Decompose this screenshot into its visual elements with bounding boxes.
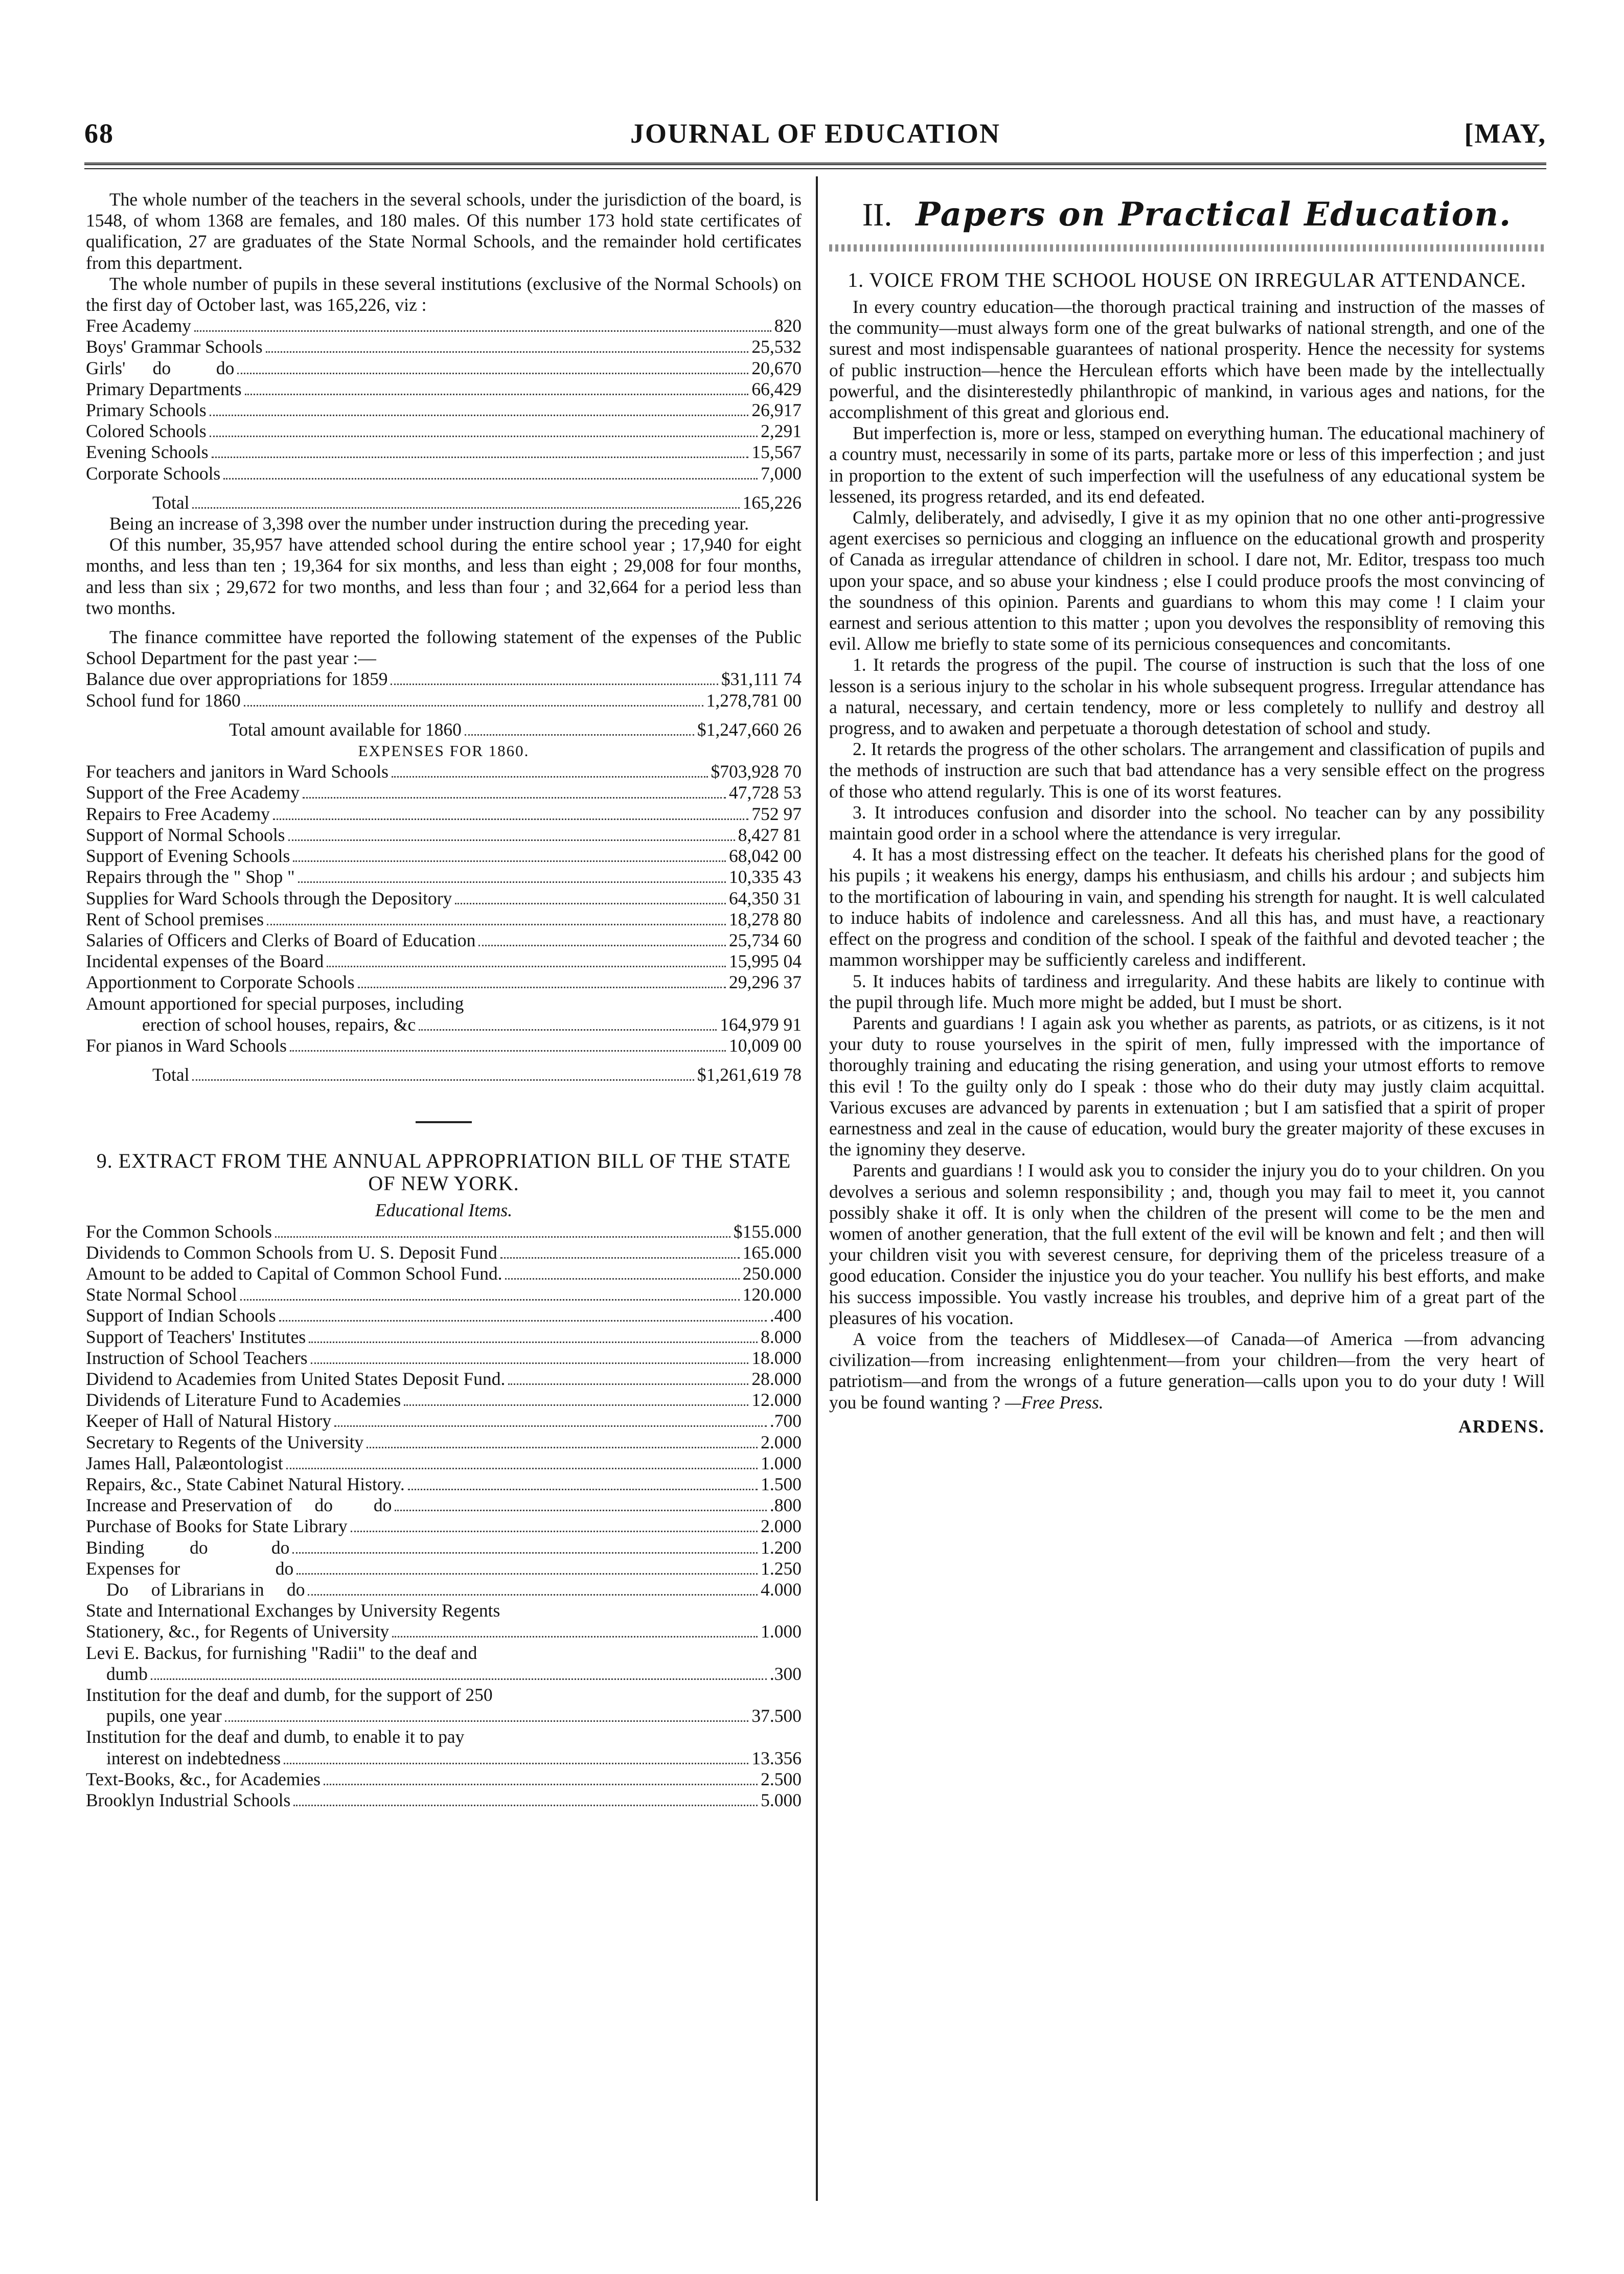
pupils-paragraph: The whole number of pupils in these several institutions (exclusive of the Normal Schools) on the first day of October last, was 165,226, viz : — [86, 273, 802, 315]
part-number: II. — [862, 196, 893, 233]
expense-pianos-value: 10,009 00 — [729, 1035, 802, 1056]
appropriation-item-label: Instruction of School Teachers — [86, 1347, 308, 1368]
expense-special-row — [86, 1014, 802, 1035]
expense-value: 25,734 60 — [729, 929, 802, 950]
page-number: 68 — [84, 118, 114, 149]
appropriation-item-value: .800 — [769, 1495, 802, 1516]
finance-total-label: Total amount available for 1860 — [229, 719, 462, 740]
finance-row — [86, 690, 802, 711]
expense-pianos-label: For pianos in Ward Schools — [86, 1035, 287, 1056]
expense-value: 10,335 43 — [729, 867, 802, 888]
item-librarians-value: 4.000 — [761, 1579, 802, 1600]
article-title: 1. VOICE FROM THE SCHOOL HOUSE ON IRREGULAR ATTENDANCE. — [848, 268, 1526, 291]
expenses-heading: EXPENSES FOR 1860. — [358, 742, 530, 760]
pupils-label: Evening Schools — [86, 442, 209, 463]
appropriation-item-label: Brooklyn Industrial Schools — [86, 1790, 291, 1811]
article-paragraph: Calmly, deliberately, and advisedly, I give it as my opinion that no one other anti-progressive agent exercises so pernicious and clogging an influence on the educational growth and prosperity of Canada as irregular attendance of children in school. I dare not, Mr. Editor, trespass too much upon your space, and so abuse your kindness ; else I could produce proofs the most convincing of the soundness of this opinion. Parents and guardians to whom this may come ! I claim your earnest and serious attention to this matter ; upon you devolves the responsiblity of removing this evil. Allow me briefly to state some of its pernicious consequences and concomitants. — [829, 507, 1545, 654]
appropriation-item-value: 28.000 — [751, 1368, 802, 1389]
appropriation-item-row — [86, 1537, 802, 1558]
expense-row — [86, 972, 802, 993]
left-column — [86, 189, 802, 1811]
appropriation-item-value: 120.000 — [742, 1284, 802, 1305]
appropriation-item-row — [86, 1263, 802, 1284]
pupils-table — [86, 315, 802, 484]
expense-label: Salaries of Officers and Clerks of Board of Education — [86, 929, 476, 950]
article-paragraph: In every country education—the thorough practical training and instruction of the masses of the community—must always form one of the great bulwarks of national strength, and one of the surest and most indispensable guarantees of national prosperity. Hence the necessity for systems of public instruction—hence the Herculean efforts which have been made by the intellectually powerful, and the disinterestedly philanthropic of mankind, in various ages and nations, for the accomplishment of this great and glorious end. — [829, 297, 1545, 423]
item-stationery-value: 1.000 — [761, 1621, 802, 1642]
pupils-value: 7,000 — [761, 463, 802, 484]
appropriation-item-row — [86, 1369, 802, 1390]
pupils-label: Free Academy — [86, 315, 192, 336]
item-stationery-label: Stationery, &c., for Regents of University — [86, 1621, 390, 1642]
expense-value: 64,350 31 — [729, 888, 802, 908]
appropriation-item-row — [86, 1432, 802, 1453]
section-divider — [416, 1121, 472, 1123]
expense-value: 18,278 80 — [729, 908, 802, 929]
appropriation-item-value: 2.500 — [761, 1768, 802, 1789]
expense-row — [86, 825, 802, 846]
item-inst1-value: 37.500 — [751, 1706, 802, 1726]
item-exchanges: State and International Exchanges by University Regents — [86, 1600, 500, 1621]
article-paragraph: 5. It induces habits of tardiness and irregularity. And these habits are likely to continue with the pupil through life. Much more might be added, but I must be short. — [829, 970, 1545, 1012]
appropriation-item-value: 1.000 — [761, 1452, 802, 1473]
expense-row — [86, 804, 802, 825]
finance-total-row — [86, 719, 802, 740]
expenses-total-value: $1,261,619 78 — [697, 1064, 802, 1085]
expense-label: Supplies for Ward Schools through the Depository — [86, 888, 452, 908]
appropriation-item-label: Text-Books, &c., for Academies — [86, 1768, 321, 1789]
appropriation-item-row — [86, 1453, 802, 1474]
appropriation-item-row — [86, 1242, 802, 1263]
finance-value: $31,111 74 — [721, 669, 802, 690]
appropriation-item-row — [86, 1390, 802, 1411]
article-paragraph: 2. It retards the progress of the other scholars. The arrangement and classification of pupils and the methods of instruction are such that bad attendance has a very sensible effect on the progress of those who attend regularly. This is one of its worst features. — [829, 739, 1545, 802]
appropriation-item-row — [86, 1327, 802, 1348]
right-column — [829, 189, 1545, 1437]
expense-label: Apportionment to Corporate Schools — [86, 972, 355, 993]
appropriation-item-row — [86, 1348, 802, 1369]
expense-value: $703,928 70 — [711, 761, 802, 782]
appropriation-item-label: Increase and Preservation of do do — [86, 1495, 392, 1516]
expense-special-line1: Amount apportioned for special purposes, including — [86, 993, 464, 1014]
expense-row — [86, 930, 802, 951]
pupils-value: 66,429 — [751, 378, 802, 399]
expense-value: 47,728 53 — [729, 782, 802, 803]
expense-pianos-row — [86, 1035, 802, 1056]
pupils-value: 26,917 — [751, 400, 802, 421]
expense-label: Incidental expenses of the Board — [86, 951, 324, 972]
pupils-row — [86, 358, 802, 379]
item-inst2-label: interest on indebtedness — [106, 1747, 281, 1768]
appropriation-item-row — [86, 1221, 802, 1242]
expense-row — [86, 761, 802, 782]
finance-row — [86, 669, 802, 690]
expense-row — [86, 867, 802, 888]
appropriation-item-row — [86, 1284, 802, 1305]
pupils-value: 15,567 — [751, 442, 802, 463]
journal-title: JOURNAL OF EDUCATION — [630, 118, 1001, 149]
pupils-row — [86, 336, 802, 357]
expense-value: 15,995 04 — [729, 951, 802, 972]
appropriation-item-value: .400 — [769, 1305, 802, 1326]
pupils-label: Primary Schools — [86, 400, 207, 421]
appropriation-item-label: Repairs, &c., State Cabinet Natural History. — [86, 1473, 405, 1494]
item-stationery-row — [86, 1621, 802, 1642]
appropriation-item-label: Support of Indian Schools — [86, 1305, 276, 1326]
finance-label: Balance due over appropriations for 1859 — [86, 669, 388, 690]
finance-table — [86, 669, 802, 711]
pupils-value: 20,670 — [751, 357, 802, 378]
item-inst1-label: pupils, one year — [106, 1706, 222, 1726]
source-credit: —Free Press. — [1005, 1392, 1104, 1413]
article-paragraph: Parents and guardians ! I again ask you whether as parents, as patriots, or as citizens, is it not your duty to rouse yourselves in the spirit of men, fully impressed with the importance of thoroughly training and educating the rising generation, and using your utmost efforts to remove this evil ! To the guilty only do I speak : those who do their duty may justly claim acquittal. Various excuses are advanced by parents in extenuation ; but I am satisfied that a spirit of proper earnestness and zeal in the cause of education, would bury the greater majority of these excuses in the ignominy they deserve. — [829, 1012, 1545, 1160]
pupils-row — [86, 421, 802, 442]
appropriation-item-label: Support of Teachers' Institutes — [86, 1326, 306, 1347]
appropriation-item-row — [86, 1495, 802, 1516]
item-levi-row — [86, 1664, 802, 1685]
pupils-row — [86, 379, 802, 400]
expense-special-label: erection of school houses, repairs, &c — [142, 1014, 416, 1035]
item-levi-value: .300 — [769, 1663, 802, 1684]
appropriation-item-row — [86, 1558, 802, 1579]
appropriation-item-label: Amount to be added to Capital of Common School Fund. — [86, 1263, 502, 1284]
pupils-value: 2,291 — [761, 421, 802, 442]
appropriation-item-label: Binding do do — [86, 1537, 290, 1558]
expense-row — [86, 909, 802, 930]
appropriation-item-row — [86, 1474, 802, 1495]
pupils-value: 25,532 — [751, 336, 802, 357]
item-inst1-row — [86, 1706, 802, 1726]
item-inst2-value: 13.356 — [751, 1747, 802, 1768]
pupils-label: Primary Departments — [86, 378, 242, 399]
appropriation-item-value: 1.250 — [761, 1558, 802, 1579]
expense-row — [86, 782, 802, 803]
appropriation-table — [86, 1221, 802, 1579]
appropriation-item-value: 12.000 — [751, 1390, 802, 1411]
appropriation-item-value: .700 — [769, 1411, 802, 1431]
appropriation-item-label: Dividend to Academies from United States Deposit Fund. — [86, 1368, 506, 1389]
expense-label: Rent of School premises — [86, 908, 264, 929]
expense-value: 29,296 37 — [729, 972, 802, 993]
expense-value: 752 97 — [751, 803, 802, 824]
article-body — [829, 297, 1545, 1329]
appropriation-item-label: Dividends to Common Schools from U. S. Deposit Fund — [86, 1242, 497, 1263]
article-paragraph: Parents and guardians ! I would ask you to consider the injury you do to your children. On you devolves a serious and solemn responsibility ; and, though you may fail to meet it, you cannot possibly shake it off. It is only when the children of the present will come to be the men and women of another generation, that the full extent of the evil will be known and felt ; and then will your children visit you with severest censure, for depriving them of the priceless treasure of a good education. Consider the injustice you do your teacher. You nullify his best efforts, and make his success impossible. You vastly increase his troubles, and deprive him of a great part of the pleasures of his vocation. — [829, 1160, 1545, 1328]
teachers-paragraph: The whole number of the teachers in the several schools, under the jurisdiction of the board, is 1548, of whom 1368 are females, and 180 males. Of this number 173 hold state certificates of qualification, 27 are graduates of the State Normal Schools, and the remainder hold certificates from this department. — [86, 189, 802, 273]
section9-subtitle: Educational Items. — [375, 1200, 513, 1221]
item-levi-line1: Levi E. Backus, for furnishing "Radii" to the deaf and — [86, 1642, 477, 1663]
appropriation-item-label: For the Common Schools — [86, 1221, 272, 1242]
appropriation-item-value: 2.000 — [761, 1516, 802, 1537]
wavy-rule — [829, 244, 1545, 252]
expenses-table — [86, 761, 802, 993]
item-librarians-label: Do of Librarians in do — [106, 1579, 305, 1600]
signature: ARDENS. — [1458, 1416, 1545, 1437]
expense-special-value: 164,979 91 — [720, 1014, 802, 1035]
appropriation-item-value: 165.000 — [742, 1242, 802, 1263]
pupils-label: Girls' do do — [86, 357, 235, 378]
appropriation-item-label: Expenses for do — [86, 1558, 294, 1579]
attendance-paragraph: Of this number, 35,957 have attended school during the entire school year ; 17,940 for eight months, and less than ten ; 19,364 for six months, and less than eight ; 29,008 for four months, and less than six ; 29,672 for two months, and less than four ; and 32,664 for a period less than two months. — [86, 534, 802, 618]
finance-total-value: $1,247,660 26 — [697, 719, 802, 740]
column-divider — [816, 176, 818, 2201]
appropriation-item-label: Dividends of Literature Fund to Academies — [86, 1390, 401, 1411]
item-inst1-line1: Institution for the deaf and dumb, for the support of 250 — [86, 1685, 493, 1705]
article-paragraph: 1. It retards the progress of the pupil. The course of instruction is such that the loss of one lesson is a serious injury to the scholar in his whole subsequent progress. Irregular attendance has a natural, necessary, and certain tendency, more or less completely to nullify and destroy all progress, and to awaken and perpetuate a thorough detestation of school and study. — [829, 654, 1545, 739]
appropriation-item-row — [86, 1411, 802, 1431]
part-heading — [829, 194, 1545, 235]
header-rule — [84, 163, 1546, 169]
appropriation-item-label: State Normal School — [86, 1284, 237, 1305]
last-paragraph-text: A voice from the teachers of Middlesex—of Canada—of America —from advancing civilization—from increasing enlightenment—from your children—from the very heart of patriotism—and from the wrongs of a future generation—calls upon you to do your duty ! Will you be found wanting ? — [829, 1328, 1545, 1413]
increase-paragraph: Being an increase of 3,398 over the number under instruction during the preceding year. — [109, 513, 749, 534]
appropriation-item-value: 2.000 — [761, 1431, 802, 1452]
expense-label: For teachers and janitors in Ward Schools — [86, 761, 388, 782]
pupils-value: 820 — [774, 315, 802, 336]
appropriation-item-value: 1.200 — [761, 1537, 802, 1558]
finance-paragraph: The finance committee have reported the following statement of the expenses of the Public School Department for the past year :— — [86, 627, 802, 669]
article-last-paragraph — [829, 1329, 1545, 1413]
appropriation-item-row — [86, 1305, 802, 1326]
appropriation-item-value: 1.500 — [761, 1473, 802, 1494]
pupils-total-value: 165,226 — [742, 492, 802, 513]
expense-value: 8,427 81 — [738, 824, 802, 845]
pupils-row — [86, 400, 802, 421]
finance-value: 1,278,781 00 — [706, 690, 802, 711]
expense-row — [86, 951, 802, 972]
appropriation-item-row — [86, 1769, 802, 1790]
article-paragraph: 4. It has a most distressing effect on the teacher. It defeats his cherished plans for the good of his pupils ; it weakens his energy, damps his enthusiasm, and chills his ardour ; and subjects him to the mortification of labouring in vain, and spending his strength for naught. It is well calculated to induce habits of indolence and carelessness. And all this has, and must have, a reactionary effect on the progress and condition of the school. I speak of the faithful and devoted teacher ; the mammon worshipper may be sufficiently careless and indifferent. — [829, 844, 1545, 970]
pupils-label: Boys' Grammar Schools — [86, 336, 263, 357]
appropriation-item-row — [86, 1516, 802, 1537]
expenses-total-row — [86, 1064, 802, 1085]
page-header — [84, 113, 1546, 160]
item-inst2-line1: Institution for the deaf and dumb, to enable it to pay — [86, 1726, 465, 1747]
appropriation-item-value: 250.000 — [742, 1263, 802, 1284]
appropriation-item-value: 18.000 — [751, 1347, 802, 1368]
expense-label: Repairs to Free Academy — [86, 803, 270, 824]
pupils-total-row — [86, 492, 802, 513]
expense-label: Support of Evening Schools — [86, 846, 290, 867]
expense-label: Support of Normal Schools — [86, 824, 285, 845]
appropriation-item-label: Purchase of Books for State Library — [86, 1516, 348, 1537]
appropriation-item-row — [86, 1790, 802, 1811]
expense-value: 68,042 00 — [729, 846, 802, 867]
article-paragraph: 3. It introduces confusion and disorder into the school. No teacher can by any possibility maintain good order in a school where the attendance is very irregular. — [829, 802, 1545, 844]
article-paragraph: But imperfection is, more or less, stamped on everything human. The educational machinery of a country must, necessarily in some of its parts, partake more or less of this imperfection ; and just in proportion to the extent of such imperfection will the usefulness of any educational system be lessened, its progress retarded, and its end defeated. — [829, 423, 1545, 507]
expenses-total-label: Total — [152, 1064, 190, 1085]
finance-label: School fund for 1860 — [86, 690, 241, 711]
appropriation-tail — [86, 1769, 802, 1811]
appropriation-item-value: 8.000 — [761, 1326, 802, 1347]
appropriation-item-value: 5.000 — [761, 1790, 802, 1811]
expense-label: Repairs through the " Shop " — [86, 867, 295, 888]
expense-label: Support of the Free Academy — [86, 782, 300, 803]
pupils-row — [86, 315, 802, 336]
item-inst2-row — [86, 1748, 802, 1769]
pupils-label: Corporate Schools — [86, 463, 221, 484]
appropriation-item-label: James Hall, Palæontologist — [86, 1452, 283, 1473]
section9-title: 9. EXTRACT FROM THE ANNUAL APPROPRIATION BILL OF THE STATE OF NEW YORK. — [96, 1149, 791, 1195]
pupils-row — [86, 463, 802, 484]
appropriation-item-value: $155.000 — [733, 1221, 802, 1242]
expense-row — [86, 846, 802, 867]
pupils-label: Colored Schools — [86, 421, 207, 442]
item-librarians-row — [86, 1579, 802, 1600]
appropriation-item-label: Keeper of Hall of Natural History — [86, 1411, 332, 1431]
running-month: [MAY, — [1464, 118, 1546, 149]
pupils-row — [86, 442, 802, 463]
part-title: Papers on Practical Education. — [916, 195, 1512, 234]
expense-row — [86, 888, 802, 909]
appropriation-item-label: Secretary to Regents of the University — [86, 1431, 364, 1452]
item-levi-label: dumb — [106, 1663, 148, 1684]
pupils-total-label: Total — [152, 492, 190, 513]
